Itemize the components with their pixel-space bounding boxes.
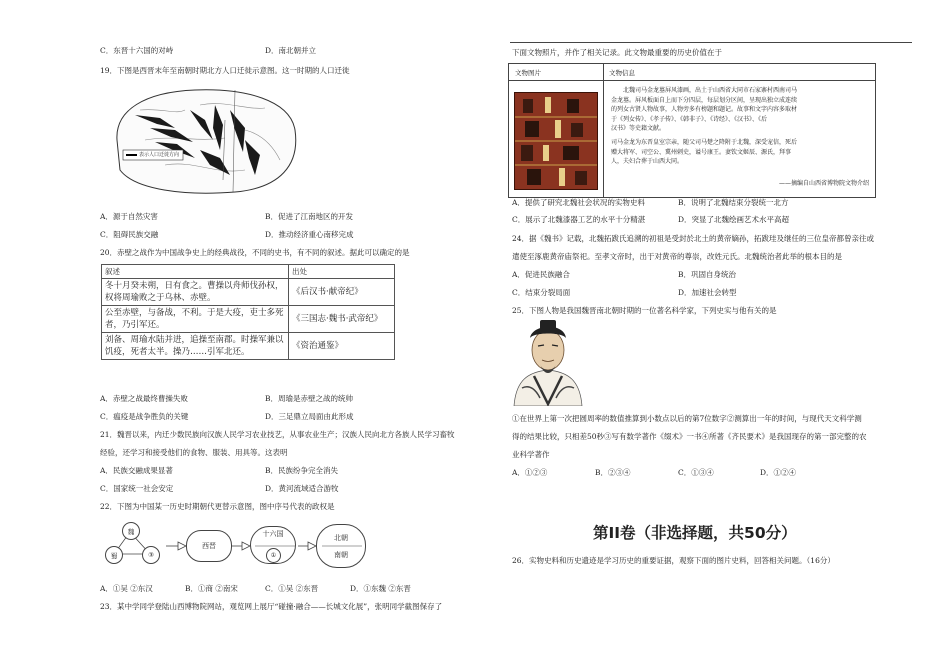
q25-text-line1: ①在世界上第一次把圆周率的数值推算到小数点以后的第7位数字②测算出一年的时间，与现代天文科学测	[512, 414, 862, 423]
q25-option-c: C．①③④	[678, 468, 714, 477]
info2-line2: 赠大将军、司空公、冀州刺史，谥号康王。妻钦文姬辰、源氏，拜事	[611, 148, 792, 156]
q22-option-a: A．①吴 ②东汉	[100, 584, 153, 593]
section-heading: 第II卷（非选择题，共50分）	[593, 524, 797, 542]
info2-line1: 司马金龙为东晋皇室宗亲，随父司马楚之降附于北魏，深受宠信，死后	[611, 139, 798, 146]
info1-line2: 金龙墓。屏风板面自上而下分四层，每层划分区间，呈现出独立成连续	[611, 96, 798, 104]
q24-stem-line2: 遣使至涿鹿黄帝庙祭祀。至孝文帝时，出于对黄帝的尊崇，改姓元氏。北魏统治者此举的根本目的是	[512, 252, 842, 261]
header-rule	[510, 42, 912, 43]
beichao-label: 北朝	[334, 533, 348, 542]
info1-line1: 北魏司马金龙墓屏风漆画，出土于山西省大同市石家寨村西南司马	[623, 87, 798, 94]
dynasty-diagram	[100, 518, 400, 578]
q20-option-c: C．瘟疫是战争胜负的关键	[100, 412, 189, 421]
q19-option-d: D．推动经济重心南移完成	[265, 230, 354, 239]
artifact-header-image: 文物图片	[515, 69, 541, 77]
q26-stem: 26．实物史料和历史遗迹是学习历史的重要证据，观察下面的图片史料，回答相关问题。（16分）	[512, 556, 835, 565]
artifact-info-paragraph-1	[611, 86, 869, 134]
q18-option-c: C．东晋十六国的对峙	[100, 46, 174, 55]
q20-option-b: B．周瑜是赤壁之战的统帅	[265, 394, 354, 403]
q22-option-b: B．①商 ②南宋	[185, 584, 238, 593]
q19-option-c: C．阻碍民族交融	[100, 230, 159, 239]
info1-line3: 的列女古贤人物故事，人物旁多有榜题和题记。故事和文字内容多取材	[611, 106, 798, 113]
q21-option-d: D．黄河流域适合游牧	[265, 484, 339, 493]
artifact-header-info: 文物信息	[609, 69, 635, 77]
info1-line5: 汉书》等史籍文献。	[611, 125, 666, 132]
q20-table	[101, 264, 395, 360]
info2-line3: 人，夫妇合葬于山西大同。	[611, 158, 684, 165]
q21-option-a: A．民族交融成果显著	[100, 466, 173, 475]
north-south-node	[316, 524, 366, 568]
q21-option-b: B．民族纷争完全消失	[265, 466, 339, 475]
q24-option-d: D．加速社会转型	[678, 288, 737, 297]
q20-row1-source: 《后汉书·献帝纪》	[289, 279, 395, 306]
scientist-portrait	[512, 318, 584, 406]
migration-map	[105, 80, 305, 200]
q19-stem: 19．下图是西晋末年至南朝时期北方人口迁徙示意图。这一时期的人口迁徙	[100, 66, 350, 75]
q25-text-line2: 得的结果比较，只相差50秒③写有数学著作《缀术》一书④所著《齐民要术》是我国现存的第一部完整的农	[512, 432, 867, 441]
artifact-info-paragraph-2	[611, 138, 869, 167]
q25-option-d: D．①②④	[760, 468, 797, 477]
q21-option-c: C．国家统一社会安定	[100, 484, 174, 493]
nanchao-label: 南朝	[334, 550, 348, 559]
q19-option-b: B．促进了江南地区的开发	[265, 212, 354, 221]
map-legend-text: 表示人口迁徙方向	[139, 152, 180, 158]
q22-stem: 22．下图为中国某一历史时期朝代更替示意图，图中序号代表的政权是	[100, 502, 335, 511]
q21-stem-line1: 21．魏晋以来，内迁少数民族向汉族人民学习农业技艺，从事农业生产；汉族人民向北方各族人民学习畜牧	[100, 430, 455, 439]
q20-row3-narration: 刘备、周瑜水陆并进，追操至南郡。时操军兼以饥疫，死者太半。操乃……引军北还。	[102, 333, 289, 360]
q19-option-a: A．源于自然灾害	[100, 212, 158, 221]
wei-node: 魏	[122, 522, 140, 540]
q22-option-c: C．①吴 ②东晋	[265, 584, 319, 593]
q20-header-source: 出处	[289, 265, 395, 279]
q23-stem-continued: 下面文物照片，并作了相关记录。此文物最重要的历史价值在于	[512, 48, 722, 57]
shu-node: 蜀	[105, 546, 123, 564]
node-3: ③	[142, 546, 160, 564]
q24-option-b: B．巩固自身统治	[678, 270, 737, 279]
q20-row2-source: 《三国志·魏书·武帝纪》	[289, 306, 395, 333]
q20-stem: 20．赤壁之战作为中国战争史上的经典战役，不同的史书，有不同的叙述。据此可以确定的是	[100, 248, 410, 257]
node-1: ①	[266, 548, 281, 563]
q25-stem: 25．下图人物是我国魏晋南北朝时期的一位著名科学家，下列史实与他有关的是	[512, 306, 777, 315]
q23-option-c: C．展示了北魏漆器工艺的水平十分精湛	[512, 215, 646, 224]
q25-text-line3: 业科学著作	[512, 450, 550, 459]
q20-row3-source: 《资治通鉴》	[289, 333, 395, 360]
artifact-source: ——摘编自山西省博物院文物介绍	[778, 180, 869, 187]
q20-row1-narration: 冬十月癸未朔，日有食之。曹操以舟师伐孙权，权将周瑜败之于乌林、赤壁。	[102, 279, 289, 306]
q24-option-c: C．结束分裂局面	[512, 288, 571, 297]
q23-option-d: D．突显了北魏绘画艺术水平高超	[678, 215, 790, 224]
q21-stem-line2: 经验，还学习和接受他们的食物、服装、用具等。这表明	[100, 448, 288, 457]
q18-option-d: D．南北朝并立	[265, 46, 317, 55]
q25-option-b: B．②③④	[595, 468, 631, 477]
q23-option-b: B．说明了北魏结束分裂统一北方	[678, 198, 789, 207]
q20-row2-narration: 公至赤壁，与备战，不利。于是大疫，吏士多死者，乃引军还。	[102, 306, 289, 333]
q25-option-a: A．①②③	[512, 468, 548, 477]
q24-option-a: A．促进民族融合	[512, 270, 570, 279]
sixteen-kingdoms-label: 十六国	[262, 530, 284, 538]
q20-header-narration: 叙述	[102, 265, 289, 279]
q20-option-d: D．三足鼎立局面由此形成	[265, 412, 354, 421]
q23-option-a: A．提供了研究北魏社会状况的实物史料	[512, 198, 645, 207]
info1-line4: 于《列女传》、《孝子传》、《韩非子》、《诗经》、《汉书》、《后	[611, 115, 768, 123]
lacquer-screen-image	[514, 92, 598, 190]
q23-stem: 23．某中学同学登陆山西博物院网站，观览网上展厅“碰撞·融合——长城文化展”，张明同学截图保存了	[100, 602, 443, 611]
q24-stem-line1: 24．据《魏书》记载，北魏拓跋氏追溯的初祖是受封於北土的黄帝嫡孙，拓跋珪及继任的三位皇帝都曾亲往或	[512, 234, 875, 243]
q20-option-a: A．赤壁之战最终曹操失败	[100, 394, 188, 403]
artifact-table	[508, 63, 876, 198]
q22-option-d: D．①东魏 ②东晋	[350, 584, 411, 593]
xijin-node: 西晋	[186, 530, 232, 562]
